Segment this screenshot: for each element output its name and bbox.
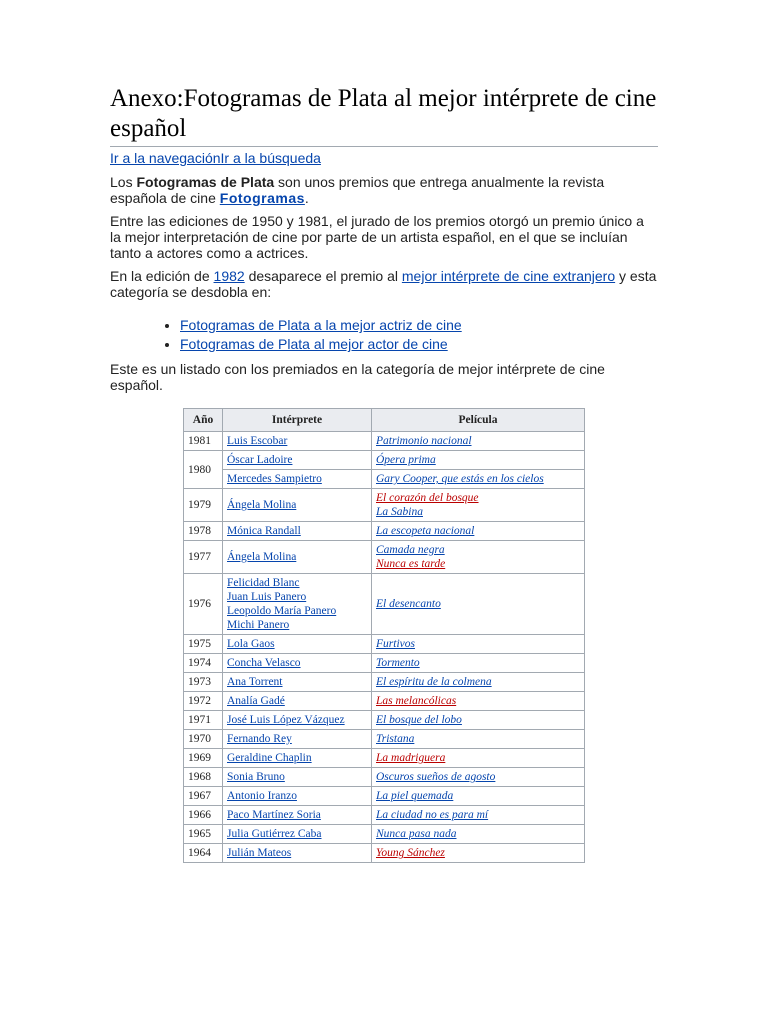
performer-link[interactable]: Antonio Iranzo xyxy=(227,790,297,802)
film-cell xyxy=(372,768,585,787)
performer-cell xyxy=(223,673,372,692)
performer-cell xyxy=(223,432,372,451)
awards-table xyxy=(183,408,585,863)
year-cell: 1979 xyxy=(184,489,223,522)
column-header-year: Año xyxy=(184,409,223,432)
film-link[interactable]: La madriguera xyxy=(376,752,446,764)
film-link[interactable]: Nunca es tarde xyxy=(376,558,446,570)
performer-link[interactable]: Analía Gadé xyxy=(227,695,285,707)
table-row xyxy=(184,654,585,673)
year-cell: 1971 xyxy=(184,711,223,730)
performer-link[interactable]: Concha Velasco xyxy=(227,657,301,669)
table-row xyxy=(184,489,585,522)
table-row xyxy=(184,787,585,806)
performer-cell xyxy=(223,574,372,635)
fotogramas-link[interactable]: Fotogramas xyxy=(219,190,305,206)
performer-link[interactable]: Ángela Molina xyxy=(227,499,297,511)
performer-link[interactable]: Fernando Rey xyxy=(227,733,292,745)
film-cell xyxy=(372,806,585,825)
film-cell xyxy=(372,522,585,541)
performer-link[interactable]: Geraldine Chaplin xyxy=(227,752,312,764)
performer-cell xyxy=(223,730,372,749)
film-cell xyxy=(372,432,585,451)
year-cell: 1973 xyxy=(184,673,223,692)
performer-link[interactable]: Felicidad Blanc xyxy=(227,577,300,589)
table-row xyxy=(184,825,585,844)
performer-cell xyxy=(223,768,372,787)
film-link[interactable]: Tristana xyxy=(376,733,415,745)
performer-cell xyxy=(223,489,372,522)
table-row xyxy=(184,692,585,711)
film-link[interactable]: El bosque del lobo xyxy=(376,714,462,726)
best-actress-link[interactable]: Fotogramas de Plata a la mejor actriz de cine xyxy=(180,317,462,333)
film-cell xyxy=(372,635,585,654)
performer-cell xyxy=(223,470,372,489)
performer-link[interactable]: Luis Escobar xyxy=(227,435,288,447)
table-row xyxy=(184,574,585,635)
film-link[interactable]: Oscuros sueños de agosto xyxy=(376,771,496,783)
category-list xyxy=(110,316,658,354)
table-row xyxy=(184,451,585,470)
edition-text: En la edición de xyxy=(110,268,214,284)
film-cell xyxy=(372,787,585,806)
performer-cell xyxy=(223,825,372,844)
edition-text: y esta categoría se desdobla en: xyxy=(110,268,657,300)
history-paragraph: Entre las ediciones de 1950 y 1981, el jurado de los premios otorgó un premio único a la mejor interpretación de cine por parte de un artista español, en el que se incluían tanto a actores como a actrices. xyxy=(110,213,644,261)
film-link[interactable]: El corazón del bosque xyxy=(376,492,479,504)
table-row xyxy=(184,432,585,451)
foreign-performer-award-link[interactable]: mejor intérprete de cine extranjero xyxy=(401,268,616,284)
film-link[interactable]: El espíritu de la colmena xyxy=(376,676,492,688)
performer-link[interactable]: José Luis López Vázquez xyxy=(227,714,345,726)
performer-link[interactable]: Paco Martínez Soria xyxy=(227,809,321,821)
performer-link[interactable]: Michi Panero xyxy=(227,619,290,631)
film-cell xyxy=(372,844,585,863)
intro-text: . xyxy=(304,190,309,206)
column-header-performer: Intérprete xyxy=(223,409,372,432)
year-1982-link[interactable]: 1982 xyxy=(213,268,245,284)
column-header-film: Película xyxy=(372,409,585,432)
film-link[interactable]: Las melancólicas xyxy=(376,695,457,707)
edition-paragraph xyxy=(110,268,658,300)
performer-link[interactable]: Sonia Bruno xyxy=(227,771,285,783)
film-cell xyxy=(372,574,585,635)
table-row xyxy=(184,711,585,730)
performer-link[interactable]: Ángela Molina xyxy=(227,551,297,563)
film-link[interactable]: Patrimonio nacional xyxy=(376,435,472,447)
table-row xyxy=(184,730,585,749)
edition-text: desaparece el premio al xyxy=(244,268,402,284)
film-cell xyxy=(372,654,585,673)
film-cell xyxy=(372,692,585,711)
page-title: Anexo:Fotogramas de Plata al mejor intérprete de cine español xyxy=(110,84,658,147)
article xyxy=(110,84,658,393)
film-link[interactable]: Furtivos xyxy=(376,638,415,650)
performer-link[interactable]: Lola Gaos xyxy=(227,638,275,650)
performer-cell xyxy=(223,844,372,863)
table-row xyxy=(184,749,585,768)
film-link[interactable]: La Sabina xyxy=(376,506,423,518)
list-item xyxy=(180,335,658,354)
table-row xyxy=(184,844,585,863)
year-cell: 1964 xyxy=(184,844,223,863)
film-cell xyxy=(372,470,585,489)
film-link[interactable]: La escopeta nacional xyxy=(376,525,475,537)
performer-cell xyxy=(223,541,372,574)
skip-to-search-link[interactable]: Ir a la búsqueda xyxy=(220,150,321,166)
year-cell: 1965 xyxy=(184,825,223,844)
film-link[interactable]: Ópera prima xyxy=(376,454,436,466)
film-link[interactable]: La piel quemada xyxy=(376,790,454,802)
film-link[interactable]: Young Sánchez xyxy=(376,847,445,859)
year-cell: 1981 xyxy=(184,432,223,451)
film-cell xyxy=(372,730,585,749)
year-cell: 1968 xyxy=(184,768,223,787)
film-cell xyxy=(372,825,585,844)
skip-links xyxy=(110,150,658,167)
film-link[interactable]: La ciudad no es para mí xyxy=(376,809,489,821)
performer-cell xyxy=(223,451,372,470)
listing-paragraph: Este es un listado con los premiados en la categoría de mejor intérprete de cine español. xyxy=(110,361,605,393)
list-item xyxy=(180,316,658,335)
performer-link[interactable]: Julia Gutiérrez Caba xyxy=(227,828,322,840)
performer-link[interactable]: Julián Mateos xyxy=(227,847,292,859)
performer-cell xyxy=(223,806,372,825)
performer-cell xyxy=(223,635,372,654)
film-link[interactable]: Nunca pasa nada xyxy=(376,828,457,840)
skip-to-navigation-link[interactable]: Ir a la navegación xyxy=(110,150,221,166)
table-row xyxy=(184,806,585,825)
film-link[interactable]: Camada negra xyxy=(376,544,445,556)
performer-link[interactable]: Mónica Randall xyxy=(227,525,301,537)
awards-table-body xyxy=(184,432,585,863)
year-cell: 1974 xyxy=(184,654,223,673)
year-cell: 1980 xyxy=(184,451,223,489)
performer-cell xyxy=(223,522,372,541)
intro-text: Los xyxy=(110,174,137,190)
performer-link[interactable]: Óscar Ladoire xyxy=(227,454,293,466)
year-cell: 1977 xyxy=(184,541,223,574)
year-cell: 1972 xyxy=(184,692,223,711)
year-cell: 1966 xyxy=(184,806,223,825)
performer-cell xyxy=(223,654,372,673)
best-actor-link[interactable]: Fotogramas de Plata al mejor actor de cine xyxy=(180,336,448,352)
award-name: Fotogramas de Plata xyxy=(136,174,275,190)
intro-paragraph xyxy=(110,174,658,206)
film-link[interactable]: Tormento xyxy=(376,657,420,669)
table-row xyxy=(184,673,585,692)
year-cell: 1975 xyxy=(184,635,223,654)
film-cell xyxy=(372,673,585,692)
performer-cell xyxy=(223,749,372,768)
performer-link[interactable]: Leopoldo María Panero xyxy=(227,605,337,617)
performer-cell xyxy=(223,692,372,711)
year-cell: 1969 xyxy=(184,749,223,768)
year-cell: 1976 xyxy=(184,574,223,635)
table-row xyxy=(184,522,585,541)
performer-cell xyxy=(223,787,372,806)
year-cell: 1978 xyxy=(184,522,223,541)
film-cell xyxy=(372,451,585,470)
table-header-row xyxy=(184,409,585,432)
film-cell xyxy=(372,711,585,730)
table-row xyxy=(184,470,585,489)
film-link[interactable]: Gary Cooper, que estás en los cielos xyxy=(376,473,544,485)
performer-link[interactable]: Juan Luis Panero xyxy=(227,591,307,603)
intro-text: son unos premios que entrega anualmente la revista española de cine xyxy=(110,174,605,206)
film-cell xyxy=(372,541,585,574)
film-cell xyxy=(372,489,585,522)
performer-cell xyxy=(223,711,372,730)
year-cell: 1970 xyxy=(184,730,223,749)
year-cell: 1967 xyxy=(184,787,223,806)
table-row xyxy=(184,768,585,787)
table-row xyxy=(184,541,585,574)
film-link[interactable]: El desencanto xyxy=(376,598,441,610)
film-cell xyxy=(372,749,585,768)
performer-link[interactable]: Mercedes Sampietro xyxy=(227,473,322,485)
table-row xyxy=(184,635,585,654)
performer-link[interactable]: Ana Torrent xyxy=(227,676,283,688)
